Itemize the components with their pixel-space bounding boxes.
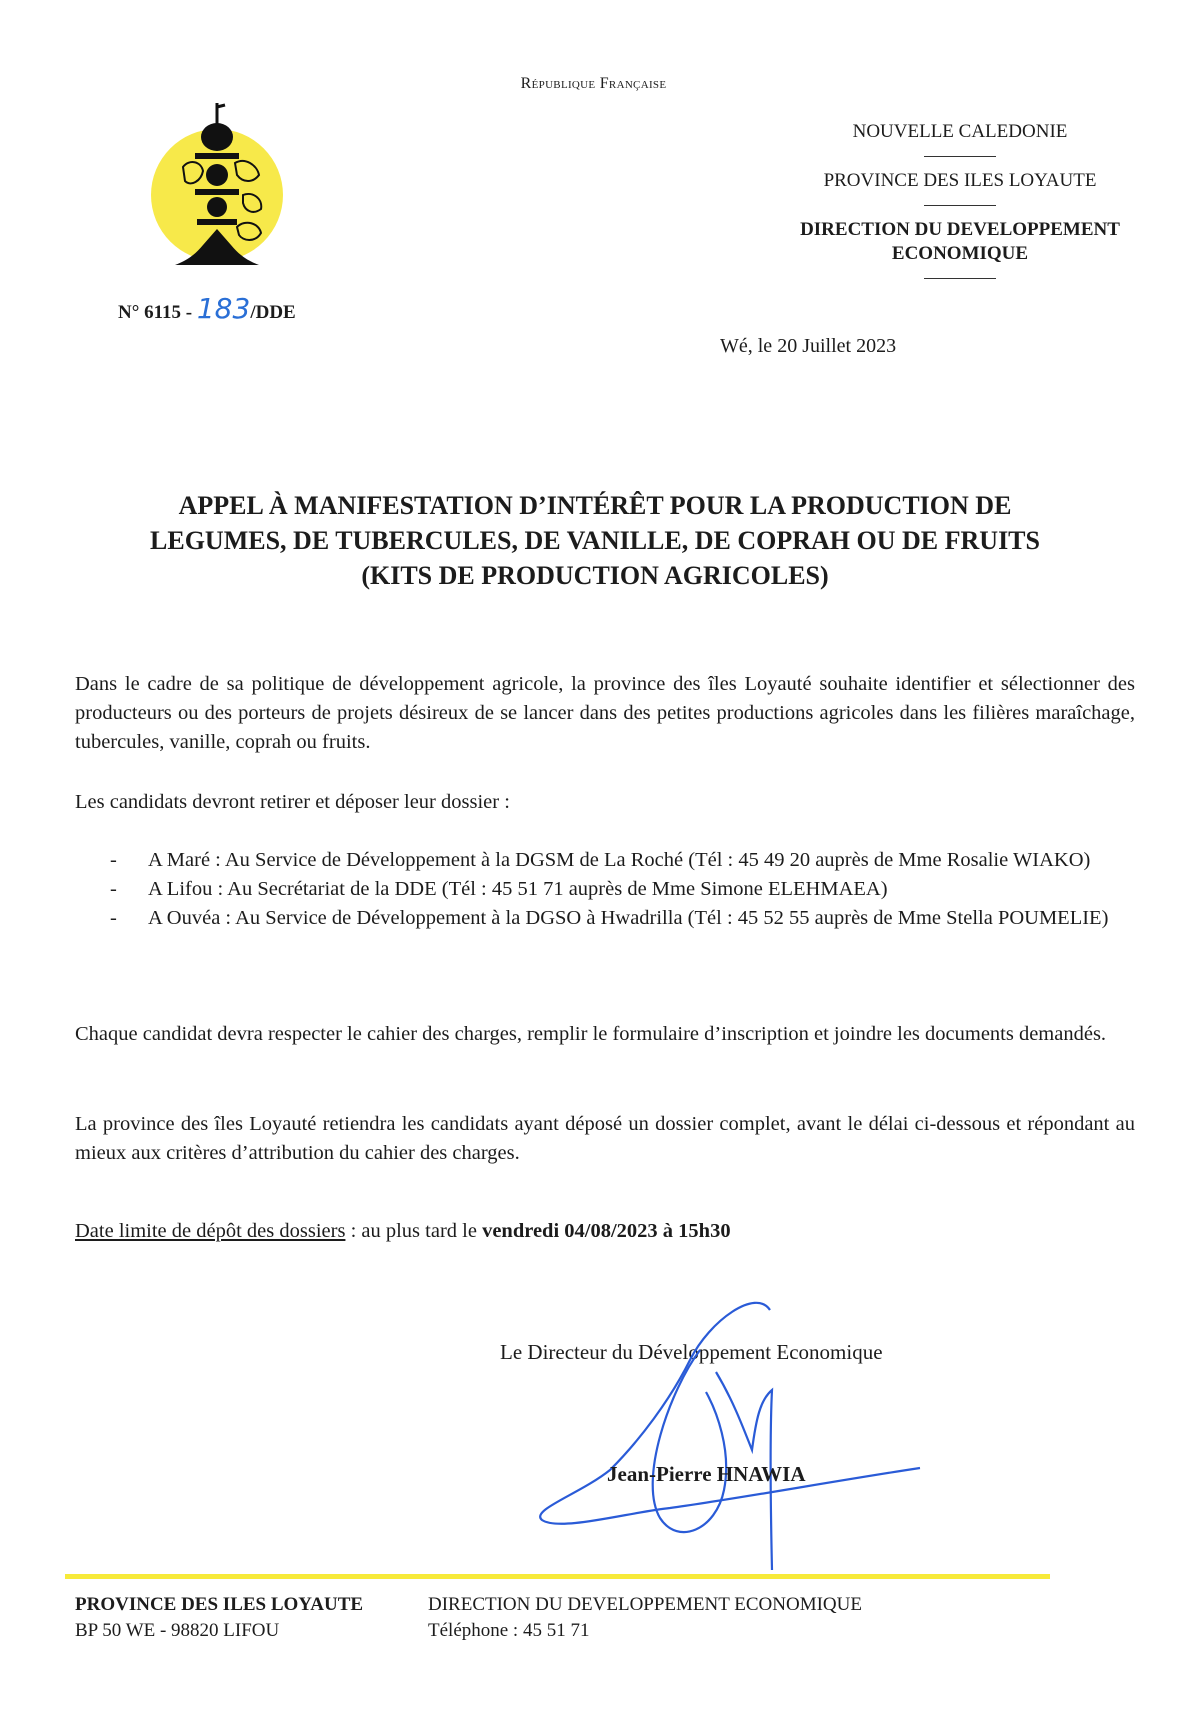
- footer-address: [75, 1592, 363, 1644]
- reference-number: [118, 292, 296, 325]
- document-title: [90, 488, 1100, 593]
- footer-direction: DIRECTION DU DEVELOPPEMENT ECONOMIQUE: [428, 1594, 862, 1615]
- list-item: [110, 875, 1135, 904]
- reference-suffix: /DDE: [250, 302, 296, 323]
- list-item-text: A Maré : Au Service de Développement à la DGSM de La Roché (Tél : 45 49 20 auprès de Mme Rosalie WIAKO): [148, 849, 1091, 871]
- title-line3: (KITS DE PRODUCTION AGRICOLES): [361, 561, 829, 590]
- location-list: [110, 846, 1135, 933]
- footer-province: PROVINCE DES ILES LOYAUTE: [75, 1594, 364, 1615]
- list-item-text: A Lifou : Au Secrétariat de la DDE (Tél : 45 51 71 auprès de Mme Simone ELEHMAEA): [148, 878, 888, 900]
- direction-line1: DIRECTION DU DEVELOPPEMENT: [800, 219, 1120, 240]
- paragraph-requirements: Chaque candidat devra respecter le cahier des charges, remplir le formulaire d’inscription et joindre les documents demandés.: [75, 1023, 1107, 1045]
- direction-line2: ECONOMIQUE: [891, 243, 1029, 264]
- list-dash: -: [110, 878, 117, 900]
- paragraph-selection: La province des îles Loyauté retiendra les candidats ayant déposé un dossier complet, avant le délai ci-dessous et répondant au mieux aux critères d’attribution du cahier des charges.: [75, 1113, 1135, 1164]
- footer-phone: Téléphone : 45 51 71: [428, 1620, 590, 1641]
- handwritten-signature: [520, 1280, 940, 1580]
- footer-divider: [65, 1574, 1050, 1579]
- list-item-text: A Ouvéa : Au Service de Développement à la DGSO à Hwadrilla (Tél : 45 52 55 auprès de Mme Stella POUMELIE): [148, 907, 1109, 929]
- header-divider: [924, 156, 996, 157]
- footer-postal: BP 50 WE - 98820 LIFOU: [75, 1620, 280, 1641]
- paragraph-intro: Dans le cadre de sa politique de développement agricole, la province des îles Loyauté souhaite identifier et sélectionner des producteurs ou des porteurs de projets désireux de se lancer dans des petites productions agricoles dans les filières maraîchage, tubercules, vanille, coprah ou fruits.: [75, 673, 1135, 753]
- signer-title: Le Directeur du Développement Economique: [500, 1340, 883, 1364]
- title-line1: APPEL À MANIFESTATION D’INTÉRÊT POUR LA PRODUCTION DE: [178, 491, 1012, 520]
- nouvelle-caledonie: NOUVELLE CALEDONIE: [852, 121, 1068, 142]
- reference-prefix: N° 6115 -: [118, 302, 193, 323]
- list-item: [110, 846, 1135, 875]
- footer-contact: [428, 1592, 862, 1644]
- list-item: [110, 904, 1135, 933]
- header-divider: [924, 205, 996, 206]
- header-divider: [924, 278, 996, 279]
- reference-handwritten: 183: [196, 292, 251, 325]
- signer-name: Jean-Pierre HNAWIA: [607, 1462, 806, 1486]
- province-logo: [145, 95, 285, 275]
- deadline-middle: : au plus tard le: [345, 1220, 483, 1242]
- list-dash: -: [110, 849, 117, 871]
- deadline: [75, 1220, 731, 1243]
- deadline-label: Date limite de dépôt des dossiers: [75, 1220, 346, 1242]
- paragraph-dossier: Les candidats devront retirer et déposer leur dossier :: [75, 791, 510, 813]
- list-dash: -: [110, 907, 117, 929]
- title-line2: LEGUMES, DE TUBERCULES, DE VANILLE, DE COPRAH OU DE FRUITS: [150, 526, 1040, 555]
- date-place: Wé, le 20 Juillet 2023: [720, 335, 897, 357]
- republique-francaise: République Française: [520, 75, 667, 92]
- province-name: PROVINCE DES ILES LOYAUTE: [823, 170, 1097, 191]
- issuer-block: [770, 120, 1150, 291]
- deadline-value: vendredi 04/08/2023 à 15h30: [482, 1220, 731, 1242]
